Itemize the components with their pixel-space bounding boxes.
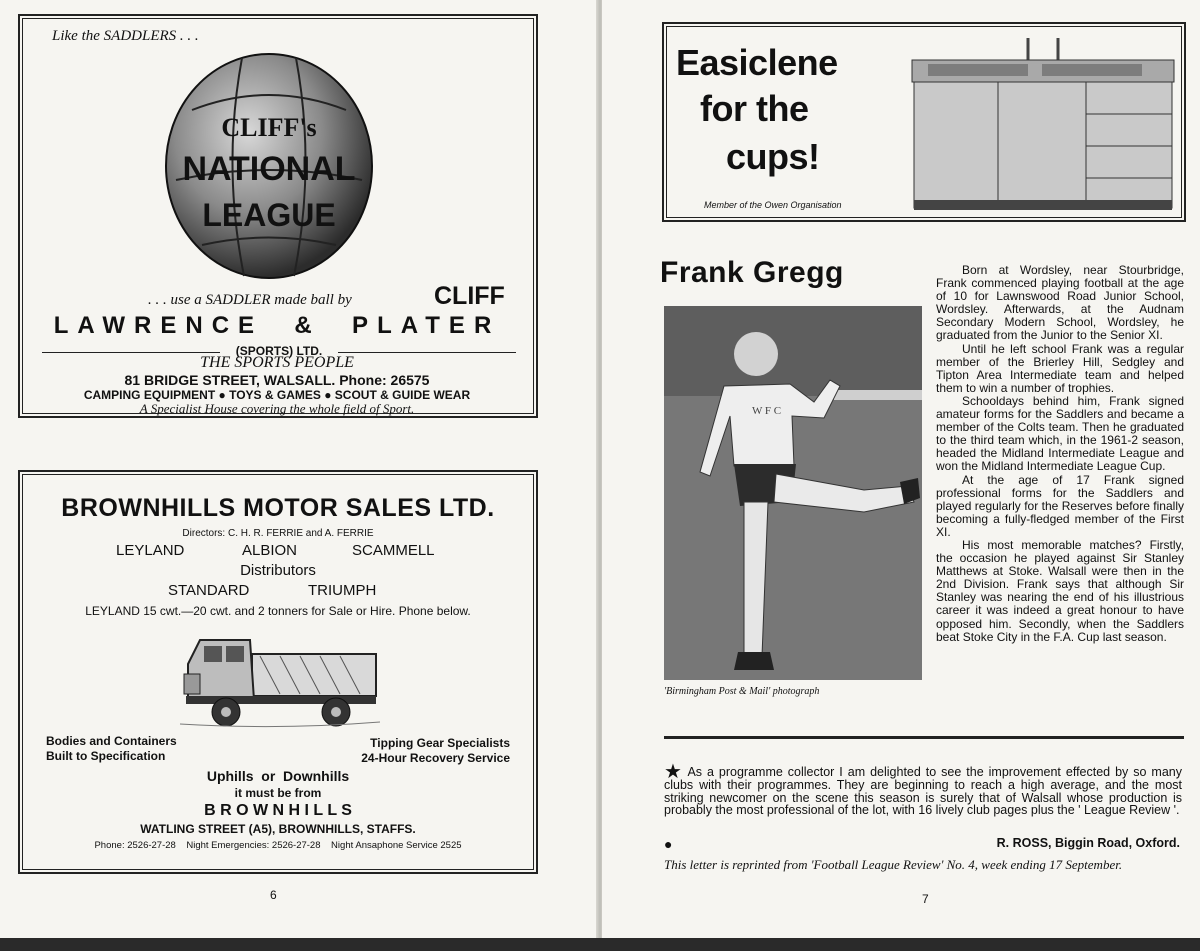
cliff-rule-right [338,352,516,353]
article-body [936,264,1184,644]
easiclene-advert [662,22,1186,222]
scan-bottom-edge [0,938,1200,951]
brownhills-title: BROWNHILLS MOTOR SALES LTD. [61,494,495,522]
kitchen-sink-image [910,32,1178,216]
service-built: Built to Specification [46,749,166,763]
article-paragraph-1: Born at Wordsley, near Stourbridge, Frank commenced playing football at the age of 10 for Lawnswood Road Junior School, Wordsley. Afterwards, at the Audnam Secondary Modern School, Wordsley, he graduated from the Junior to the Senior XI. [936,263,1184,343]
article-title: Frank Gregg [660,256,844,289]
service-tipping: Tipping Gear Specialists [370,736,510,750]
cliff-company-name: LAWRENCE & PLATER [53,312,501,339]
article-paragraph-3: Schooldays behind him, Frank signed amateur forms for the Saddlers and became a member of the Colts team. Then he graduated to the third team which, in the 1961-2 season, headed the Midland Intermediate League and won the Midland Intermediate League Cup. [936,393,1184,474]
cliff-specialist: A Specialist House covering the whole field of Sport. [139,401,415,416]
service-bodies: Bodies and Containers [46,734,177,748]
shirt-text: W F C [752,405,782,417]
brownhills-directors: Directors: C. H. R. FERRIE and A. FERRIE [182,528,374,539]
brownhills-must-be-from: it must be from [234,786,322,800]
brand-leyland: LEYLAND [116,542,185,559]
easiclene-member: Member of the Owen Organisation [704,200,842,210]
brownhills-uphills: Uphills or Downhills [206,768,350,784]
article-paragraph-2: Until he left school Frank was a regular member of the Brierley Hill, Sedgley and Tipton Area Intermediate team and helped them to win a number of trophies. [936,341,1184,395]
article-paragraph-4: At the age of 17 Frank signed professional forms for the Saddlers and played regularly for the Reserves before finally becoming a fully-fledged member of the First XI. [936,472,1184,539]
cliff-tagline: Like the SADDLERS . . . [52,28,199,44]
easiclene-headline-2: for the [700,88,809,129]
letter-block [664,761,1182,818]
player-photo [664,306,922,680]
brand-triumph: TRIUMPH [308,582,377,599]
brownhills-sale-line: LEYLAND 15 cwt.—20 cwt. and 2 tonners for Sale or Hire. Phone below. [85,604,471,618]
brand-albion: ALBION [242,542,298,559]
brownhills-name: B R O W N H I L L S [204,802,352,819]
bullet-icon: ● [664,836,673,852]
easiclene-headline-3: cups! [726,136,820,177]
section-divider [664,736,1184,739]
brand-scammell: SCAMMELL [352,542,435,559]
cliff-slogan: THE SPORTS PEOPLE [200,354,354,371]
cliff-advert [18,14,538,418]
brownhills-phone-line: Phone: 2526-27-28 Night Emergencies: 2526-27-28 Night Ansaphone Service 2525 [94,840,462,851]
ball-text-league: LEAGUE [202,197,336,233]
letter-signature: R. ROSS, Biggin Road, Oxford. [996,836,1180,850]
star-icon: ★ [664,761,684,783]
lorry-image [180,634,380,732]
cliff-sports-ltd: (SPORTS) LTD. [235,344,323,358]
football-image [162,50,376,286]
letter-text: As a programme collector I am delighted to see the improvement effected by so many clubs with their programmes. They are beginning to reach a high average, and the most striking newcomer on the scene this season is surely that of Walsall whose production is probably the most professional of the lot, with 16 lively club pages plus the ' League Review '. [664,765,1182,818]
page-number-right: 7 [922,892,929,906]
cliff-address-phone: 81 BRIDGE STREET, WALSALL. Phone: 26575 [124,372,430,388]
left-page [0,0,598,951]
article-paragraph-5: His most memorable matches? Firstly, the occasion he played against Sir Stanley Matthews at Stoke. Walsall were then in the 2nd Division. Frank says that although Sir Stanley was nearing the end of his illustrious career it was indeed a great honour to have opposed him. Secondly, when the Saddlers beat Stoke City in the F.A. Cup last season. [936,537,1184,644]
cliff-products: CAMPING EQUIPMENT ● TOYS & GAMES ● SCOUT & GUIDE WEAR [83,388,471,402]
ball-text-cliffs: CLIFF's [221,113,317,142]
brand-standard: STANDARD [168,582,250,599]
photo-credit: 'Birmingham Post & Mail' photograph [664,686,820,697]
ball-text-national: NATIONAL [182,150,356,188]
letter-reprint-note: This letter is reprinted from 'Football League Review' No. 4, week ending 17 September. [664,857,1123,872]
page-number-left: 6 [270,888,277,902]
cliff-use-line: . . . use a SADDLER made ball by [148,292,352,308]
brownhills-street: WATLING STREET (A5), BROWNHILLS, STAFFS. [140,822,416,836]
right-page [602,0,1200,951]
brownhills-distributors: Distributors [240,562,316,579]
brownhills-advert [18,470,538,874]
cliff-rule-left [42,352,220,353]
cliff-brand: CLIFF [434,282,505,310]
service-recovery: 24-Hour Recovery Service [361,751,510,765]
easiclene-headline-1: Easiclene [676,42,838,83]
